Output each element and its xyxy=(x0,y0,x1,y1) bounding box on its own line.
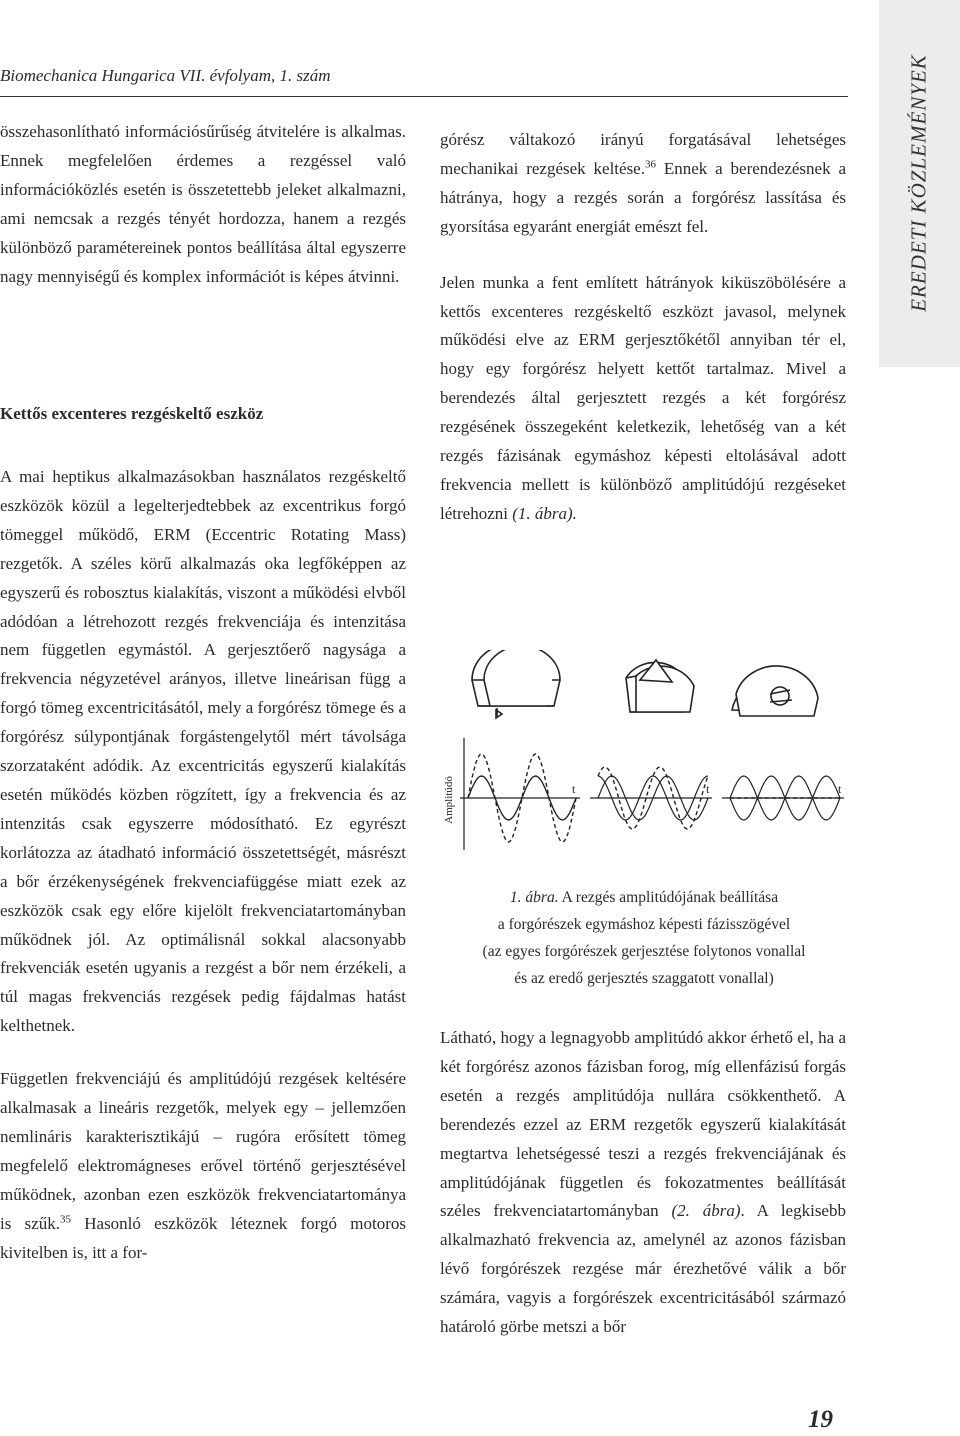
figure-ref-1: (1. ábra). xyxy=(512,503,577,523)
caption-line-4: és az eredő gerjesztés szaggatott vonallal) xyxy=(514,970,774,987)
t-label-3: t xyxy=(838,782,842,796)
figure-1-caption xyxy=(430,884,858,992)
left-paragraph-1: összehasonlítható információsűrűség átvitelére is alkalmas. Ennek megfelelően érdemes a rezgéssel való információközlés esetén is összetettebb jeleket alkalmazni, ami nemcsak a rezgés tényét hordozza, hanem a rezgés különböző paramétereinek pontos beállítása által egyszerre nagy mennyiségű és komplex információt is képes átvinni. xyxy=(0,122,406,286)
rotor-pair-offset xyxy=(626,660,694,712)
figure-1 xyxy=(440,650,848,860)
right-paragraph-2 xyxy=(440,269,846,529)
right-paragraph-3 xyxy=(440,1024,846,1342)
right-column xyxy=(440,126,846,529)
right-paragraph-1a: górész váltakozó irányú forgatásával lehetséges mechanikai rezgések keltése. xyxy=(440,130,846,178)
footnote-ref-35: 35 xyxy=(60,1213,71,1225)
section-tab-label: EREDETI KÖZLEMÉNYEK xyxy=(906,54,931,312)
left-column xyxy=(0,118,406,291)
t-label-1: t xyxy=(572,782,576,796)
right-paragraph-1 xyxy=(440,126,846,242)
left-paragraph-2: A mai heptikus alkalmazásokban használatos rezgéskeltő eszközök közül a legelterjedtebbek az excentrikus forgó tömeggel működő, ERM (Eccentric Rotating Mass) rezgetők. A széles körű alkalmazás oka legfőképpen az egyszerű és robosztus kialakítás, viszont a működési elvből adódóan a létrehozott rezgés frekvenciája és intenzitása nem független egymástól. A gerjesztőerő nagysága a frekvencia négyzetével arányos, illetve lineárisan függ a forgó tömeg excentricitásától, mely a forgórész tömege és a forgórész súlypontjának forgástengelytől mért távolsága szorzataként adódik. Az excentricitás egyszerű kialakítás esetén működés közben rögzített, így a frekvencia és az intenzitás csak egyszerre módosítható. Ez egyrészt korlátozza az átadható információ összetettségét, másrészt a bőr érzékenységének frekvenciafüggése miatt ezek az eszközök csak egy előre kijelölt frekvenciatartományban működnek jól. Az optimálisnál sokkal alacsonyabb frekvenciák esetén ugyanis a rezgést a bőr nem érzékeli, a túl magas frekvenciás rezgések pedig fájdalmas hatást kelthetnek. xyxy=(0,467,406,1036)
journal-header: Biomechanica Hungarica VII. évfolyam, 1. szám xyxy=(0,66,331,85)
caption-line-3: (az egyes forgórészek gerjesztése folytonos vonallal xyxy=(482,943,806,960)
t-label-2: t xyxy=(706,782,710,796)
caption-label: 1. ábra. xyxy=(509,889,559,906)
rotor-pair-in-phase xyxy=(472,650,560,718)
right-paragraph-3b: . A legkisebb alkalmazható frekvencia az, amelynél az azonos fázisban lévő forgórészek rezgése már érezhetővé válik a bőr számára, vagyis a forgórészek excentricitásából származó határoló görbe metszi a bőr xyxy=(440,1201,846,1337)
left-paragraph-3a: Független frekvenciájú és amplitúdójú rezgések keltésére alkalmasak a lineáris rezgetők, melyek egy – jellemzően nemlináris karakterisztikájú – rugóra erősített tömeg megfelelő elektromágneses erővel történő gerjesztésével működnek, azonban ezen eszközök frekvenciatartománya is szűk. xyxy=(0,1069,406,1233)
right-paragraph-2-text: Jelen munka a fent említett hátrányok kiküszöbölésére a kettős excenteres rezgéskeltő eszközt javasol, melynek működési elve az ERM gerjesztőkétől annyiban tér el, hogy egy forgórész helyett kettőt tartalmaz. Mivel a berendezés által gerjesztett rezgés a két forgórész rezgésének összegeként keletkezik, lehetőség van a két rezgés fázisának egymáshoz képesti eltolásával adott frekvencia mellett is különböző amplitúdójú rezgéseket létrehozni xyxy=(440,272,846,523)
caption-line-1: A rezgés amplitúdójának beállítása xyxy=(558,889,779,906)
right-column-bottom xyxy=(440,1024,846,1342)
right-paragraph-1b: Ennek a berendezésnek a hátránya, hogy a rezgés során a forgórész lassítása és gyorsítása egyaránt energiát emészt fel. xyxy=(440,158,846,236)
figure-ylabel: Amplitúdó xyxy=(443,776,455,824)
caption-line-2: a forgórészek egymáshoz képesti fázisszögével xyxy=(497,916,791,933)
left-paragraph-3 xyxy=(0,1065,406,1267)
section-heading: Kettős excenteres rezgéskeltő eszköz xyxy=(0,404,264,423)
left-paragraph-3b: Hasonló eszközök léteznek forgó motoros kivitelben is, itt a for- xyxy=(0,1213,407,1262)
left-column-body xyxy=(0,463,406,1267)
figure-ref-2: (2. ábra) xyxy=(671,1201,741,1221)
page-number: 19 xyxy=(808,1406,833,1433)
footnote-ref-36: 36 xyxy=(644,158,656,171)
rotor-pair-antiphase xyxy=(732,666,818,716)
right-paragraph-3a: Látható, hogy a legnagyobb amplitúdó akkor érhető el, ha a két forgórész azonos fázisban forog, míg ellenfázisú forgás esetén a rezgés amplitúdója nullára csökkenthető. A berendezés ezzel az ERM rezgetők egyszerű kialakítását megtartva lehetségessé teszi a rezgés frekvenciájának és amplitúdójának független és fokozatmentes beállítását széles frekvenciatartományban xyxy=(440,1028,846,1221)
header-rule xyxy=(0,96,848,97)
